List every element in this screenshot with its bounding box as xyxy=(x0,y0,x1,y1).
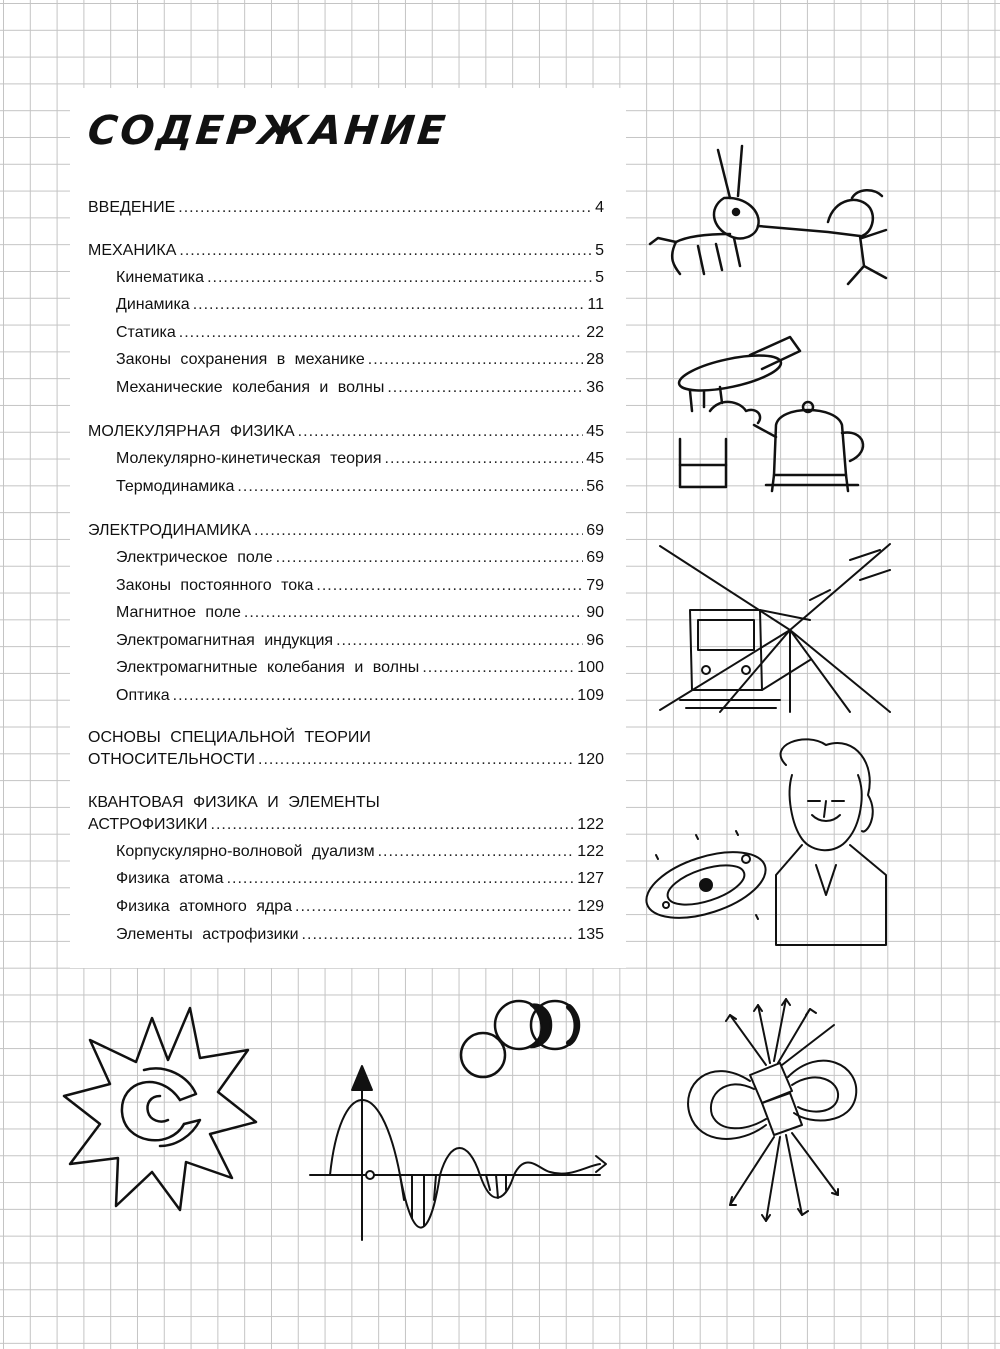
toc-entry-title: Кинематика xyxy=(116,269,205,286)
molecule-icon xyxy=(455,985,595,1095)
dot-leader xyxy=(316,576,583,596)
toc-entry-title: МОЛЕКУЛЯРНАЯ ФИЗИКА xyxy=(88,423,295,440)
toc-page-number: 5 xyxy=(595,269,604,286)
toc-section-entry[interactable] xyxy=(88,241,604,261)
toc-subsection-entry[interactable] xyxy=(116,576,604,596)
dot-leader xyxy=(254,521,583,541)
toc-page-number: 120 xyxy=(577,751,604,768)
toc-entry-title: Магнитное поле xyxy=(116,604,241,621)
einstein-portrait-icon xyxy=(636,735,896,955)
toc-entry-title: ЭЛЕКТРОДИНАМИКА xyxy=(88,522,252,539)
toc-subsection-entry[interactable] xyxy=(116,449,604,469)
toc-subsection-entry[interactable] xyxy=(116,323,604,343)
dot-leader xyxy=(237,477,583,497)
dot-leader xyxy=(258,750,574,770)
toc-subsection-entry[interactable] xyxy=(116,686,604,706)
toc-page-number: 96 xyxy=(586,632,604,649)
toc-page-number: 4 xyxy=(595,199,604,216)
toc-page-number: 56 xyxy=(586,478,604,495)
dot-leader xyxy=(336,631,583,651)
toc-entry-title: Электромагнитная индукция xyxy=(116,632,334,649)
toc-section-entry[interactable] xyxy=(88,750,604,770)
toc-section-entry[interactable] xyxy=(88,815,604,835)
page-title: СОДЕРЖАНИЕ xyxy=(85,108,451,154)
kettle-lid-steam-icon xyxy=(650,325,900,500)
toc-entry-title-line: ОСНОВЫ СПЕЦИАЛЬНОЙ ТЕОРИИ xyxy=(88,729,371,746)
dot-leader xyxy=(179,241,592,261)
toc-page-number: 129 xyxy=(577,898,604,915)
toc-subsection-entry[interactable] xyxy=(116,842,604,862)
toc-page-number: 127 xyxy=(577,870,604,887)
toc-entry-title: Законы постоянного тока xyxy=(116,577,314,594)
toc-page-number: 122 xyxy=(577,843,604,860)
toc-page-number: 69 xyxy=(586,549,604,566)
toc-page-number: 79 xyxy=(586,577,604,594)
toc-section-entry[interactable] xyxy=(88,422,604,442)
toc-entry-title: Статика xyxy=(116,324,176,341)
toc-subsection-entry[interactable] xyxy=(116,548,604,568)
toc-subsection-entry[interactable] xyxy=(116,350,604,370)
toc-subsection-entry[interactable] xyxy=(116,925,604,945)
toc-page-number: 135 xyxy=(577,926,604,943)
toc-page-number: 22 xyxy=(586,324,604,341)
dot-leader xyxy=(227,869,575,889)
toc-entry-title: ОТНОСИТЕЛЬНОСТИ xyxy=(88,751,256,768)
subway-train-perspective-icon xyxy=(650,540,900,715)
dot-leader xyxy=(295,897,574,917)
dot-leader xyxy=(422,658,574,678)
toc-subsection-entry[interactable] xyxy=(116,378,604,398)
toc-entry-title: Термодинамика xyxy=(116,478,235,495)
toc-entry-title: ВВЕДЕНИЕ xyxy=(88,199,176,216)
donkey-tug-of-war-icon xyxy=(638,138,908,298)
dot-leader xyxy=(179,323,583,343)
toc-page-number: 45 xyxy=(586,450,604,467)
dot-leader xyxy=(193,295,585,315)
toc-page-number: 5 xyxy=(595,242,604,259)
toc-subsection-entry[interactable] xyxy=(116,631,604,651)
toc-entry-title: Физика атомного ядра xyxy=(116,898,293,915)
dot-leader xyxy=(244,603,583,623)
dot-leader xyxy=(368,350,583,370)
dot-leader xyxy=(378,842,575,862)
toc-page-number: 100 xyxy=(577,659,604,676)
dot-leader xyxy=(298,422,584,442)
toc-subsection-entry[interactable] xyxy=(116,295,604,315)
dot-leader xyxy=(302,925,575,945)
horseshoe-magnet-icon xyxy=(60,1000,260,1230)
toc-entry-title-line: КВАНТОВАЯ ФИЗИКА И ЭЛЕМЕНТЫ xyxy=(88,794,380,811)
dot-leader xyxy=(207,268,592,288)
toc-entry-title: Механические колебания и волны xyxy=(116,379,385,396)
toc-subsection-entry[interactable] xyxy=(116,268,604,288)
dot-leader xyxy=(387,378,583,398)
toc-subsection-entry[interactable] xyxy=(116,603,604,623)
toc-entry-title: Молекулярно-кинетическая теория xyxy=(116,450,382,467)
toc-subsection-entry[interactable] xyxy=(116,869,604,889)
dot-leader xyxy=(276,548,584,568)
toc-page-number: 90 xyxy=(586,604,604,621)
toc-entry-title: Электромагнитные колебания и волны xyxy=(116,659,420,676)
toc-entry-title: Электрическое поле xyxy=(116,549,273,566)
dot-leader xyxy=(173,686,575,706)
toc-entry-title: Оптика xyxy=(116,687,170,704)
toc-page-number: 11 xyxy=(587,296,604,313)
toc-entry-title: Динамика xyxy=(116,296,190,313)
toc-entry-title: МЕХАНИКА xyxy=(88,242,177,259)
toc-entry-title: АСТРОФИЗИКИ xyxy=(88,816,208,833)
toc-section-entry[interactable] xyxy=(88,198,604,218)
magnetic-field-icon xyxy=(670,985,870,1235)
toc-page-number: 122 xyxy=(577,816,604,833)
toc-page-number: 109 xyxy=(577,687,604,704)
dot-leader xyxy=(385,449,584,469)
toc-subsection-entry[interactable] xyxy=(116,658,604,678)
toc-subsection-entry[interactable] xyxy=(116,477,604,497)
dot-leader xyxy=(178,198,592,218)
toc-section-entry[interactable] xyxy=(88,521,604,541)
dot-leader xyxy=(211,815,575,835)
toc-page-number: 36 xyxy=(586,379,604,396)
toc-page-number: 28 xyxy=(586,351,604,368)
toc-entry-title: Физика атома xyxy=(116,870,224,887)
toc-subsection-entry[interactable] xyxy=(116,897,604,917)
toc-entry-title: Корпускулярно-волновой дуализм xyxy=(116,843,375,860)
toc-page-number: 69 xyxy=(586,522,604,539)
toc-entry-title: Элементы астрофизики xyxy=(116,926,299,943)
toc-page-number: 45 xyxy=(586,423,604,440)
toc-entry-title: Законы сохранения в механике xyxy=(116,351,365,368)
